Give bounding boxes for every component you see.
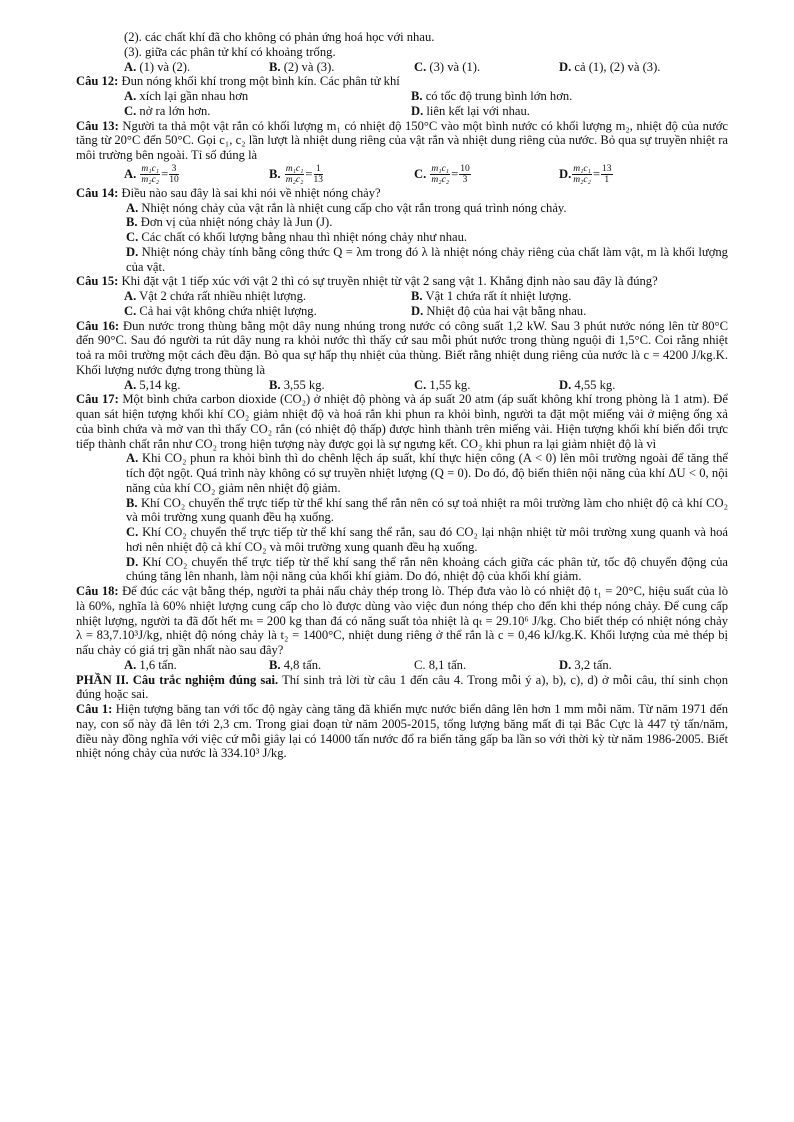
option-d[interactable]: D. Nhiệt độ của hai vật bằng nhau.	[411, 303, 587, 318]
exam-page	[76, 30, 728, 761]
option-d[interactable]: D. 3,2 tấn.	[559, 657, 612, 672]
question-15: Câu 15: Khi đặt vật 1 tiếp xúc với vật 2 thì có sự truyền nhiệt từ vật 2 sang vật 1. Khẳng định nào sau đây là đúng?	[76, 274, 658, 289]
section-2-question-1: Câu 1: Hiện tượng băng tan với tốc độ ngày càng tăng đã khiến mực nước biển dâng lên hơn 1 mm mỗi năm. Từ năm 1971 đến nay, con số này đã lên tới 2,3 cm. Trong giai đoạn từ năm 2005-2015, tổng lượng băng mất đi tại Bắc Cực là 447 tỷ tấn/năm, điều này đồng nghĩa với việc cứ mỗi giây lại có 14000 tấn nước đổ ra biển tăng gấp ba lần so với thời kỳ từ năm 1986-2005. Biết nhiệt nóng chảy của nước là 334.10³ J/kg.	[76, 702, 728, 761]
option-d[interactable]: D. Khí CO₂ chuyển thể trực tiếp từ thể khí sang thể rắn nên khoảng cách giữa các phân tử, tốc độ chuyển động của chúng tăng lên nhanh, làm nội năng của khối khí giảm. Do đó, nhiệt độ của khối khí giảm.	[126, 554, 728, 584]
option-a[interactable]: A. Vật 2 chứa rất nhiều nhiệt lượng.	[124, 289, 307, 303]
option-c[interactable]: C. Khí CO₂ chuyển thể trực tiếp từ thể khí sang thể rắn, sau đó CO₂ lại nhận nhiệt từ môi trường xung quanh và hoá hơi nên nhiệt độ cả khí CO₂ và môi trường xung quanh đều hạ xuống.	[126, 525, 728, 554]
option-d[interactable]: D. Nhiệt nóng chảy tính bằng công thức Q = λm trong đó λ là nhiệt nóng chảy riêng của chất làm vật, m là khối lượng của vật.	[126, 244, 728, 274]
question-16: Câu 16: Đun nước trong thùng bằng một dây nung nhúng trong nước có công suất 1,2 kW. Sau 3 phút nước nóng lên từ 80°C đến 90°C. Sau đó người ta rút dây nung ra khỏi nước thì thấy cứ sau mỗi phút nước trong thùng nguội đi 1,5°C. Coi rằng nhiệt toả ra môi trường một cách đều đặn. Bỏ qua sự hấp thụ nhiệt của thùng. Biết rằng nhiệt dung riêng của nước là c = 4200 J/kg.K. Khối lượng nước đựng trong thùng là	[76, 318, 728, 377]
option-b[interactable]: B. 4,8 tấn.	[269, 657, 322, 672]
c11-options	[76, 60, 728, 75]
option-b[interactable]: B. (2) và (3).	[269, 59, 335, 74]
option-c[interactable]: C. nở ra lớn hơn.	[124, 103, 211, 118]
option-b[interactable]: B. Đơn vị của nhiệt nóng chảy là Jun (J).	[126, 215, 333, 230]
option-d[interactable]: D. 4,55 kg.	[559, 377, 616, 392]
option-c[interactable]: C. Cả hai vật không chứa nhiệt lượng.	[124, 303, 317, 318]
option-b[interactable]: B. Khí CO₂ chuyển thể trực tiếp từ thể khí sang thể rắn nên có sự toả nhiệt ra môi trường làm cho nhiệt độ cả khí CO₂ và môi trường xung quanh đều hạ xuống.	[126, 495, 728, 525]
c11-item-3: (3). giữa các phân tử khí có khoảng trống.	[124, 44, 336, 59]
option-a[interactable]: A. Khi CO₂ phun ra khỏi bình thì do chênh lệch áp suất, khí thực hiện công (A < 0) lên môi trường ngoài để tăng thể tích đột ngột. Quá trình này không có sự truyền nhiệt lượng (Q = 0). Do đó, độ biến thiên nội năng của khí ΔU < 0, nội năng của khí CO₂ giảm nên nhiệt độ giảm.	[126, 451, 728, 495]
c13-options	[76, 164, 728, 185]
option-d[interactable]: D. cả (1), (2) và (3).	[559, 59, 661, 74]
option-d[interactable]: D. $\frac{\text{m₁c₁}}{\text{m₂c₂}}$ = $\frac{13}{1}$	[559, 163, 612, 185]
option-a[interactable]: A. $\frac{\text{m₁c₁}}{\text{m₂c₂}}$ = $\frac{3}{10}$	[124, 163, 179, 185]
c15-options-row1	[76, 289, 728, 304]
c15-options-row2	[76, 304, 728, 319]
option-a[interactable]: A. 5,14 kg.	[124, 377, 181, 392]
question-12: Câu 12: Đun nóng khối khí trong một bình kín. Các phân tử khí	[76, 74, 400, 89]
option-a[interactable]: A. 1,6 tấn.	[124, 657, 177, 672]
c18-options	[76, 658, 728, 673]
section-2-heading: PHẦN II. Câu trắc nghiệm đúng sai. Thí sinh trả lời từ câu 1 đến câu 4. Trong mỗi ý a), b), c), d) ở mỗi câu, thí sinh chọn đúng hoặc sai.	[76, 672, 729, 702]
c11-item-2: (2). các chất khí đã cho không có phản ứng hoá học với nhau.	[124, 30, 435, 44]
c16-options	[76, 378, 728, 393]
question-13: Câu 13: Người ta thả một vật rắn có khối lượng m₁ có nhiệt độ 150°C vào một bình nước có khối lượng m₂, nhiệt độ của nước tăng từ 20°C đến 50°C. Gọi c₁, c₂ lần lượt là nhiệt dung riêng của vật rắn và nhiệt dung riêng của nước. Bỏ qua sự truyền nhiệt ra môi trường bên ngoài. Tỉ số đúng là	[76, 118, 728, 162]
option-b[interactable]: B. 3,55 kg.	[269, 377, 325, 392]
option-c[interactable]: C. Các chất có khối lượng bằng nhau thì nhiệt nóng chảy như nhau.	[126, 230, 468, 244]
question-17: Câu 17: Một bình chứa carbon dioxide (CO₂) ở nhiệt độ phòng và áp suất 20 atm (áp suất không khí trong phòng là 1 atm). Để quan sát hiện tượng khối khí CO₂ giảm nhiệt độ và hoá rắn khi phun ra khỏi bình, người ta đặt một miếng vải ở miệng ống xả của bình chứa và mở van thì thấy CO₂ rắn (có nhiệt độ thấp) được hình thành trên miếng vải. Hiện tượng khối khí biến đổi trực tiếp thành chất rắn như CO₂ trong hiện tượng này được gọi là sự ngưng kết. CO₂ khi phun ra lại giảm nhiệt độ là vì	[76, 392, 728, 451]
option-c[interactable]: C. 1,55 kg.	[414, 377, 471, 392]
option-b[interactable]: B. $\frac{\text{m₁c₁}}{\text{m₂c₂}}$ = $\frac{1}{13}$	[269, 163, 324, 185]
question-18: Câu 18: Để đúc các vật bằng thép, người ta phải nấu chảy thép trong lò. Thép đưa vào lò có nhiệt độ t₁ = 20°C, hiệu suất của lò là 60%, nghĩa là 60% nhiệt lượng cung cấp cho lò được dùng vào việc đun nóng thép cho đến khi thép nóng chảy. Để cung cấp nhiệt lượng, người ta đã đốt hết mₜ = 200 kg than đá có năng suất tỏa nhiệt là qₜ = 29.10⁶ J/kg. Cho biết thép có nhiệt nóng chảy λ = 83,7.10³J/kg, nhiệt độ nóng chảy là t₂ = 1400°C, nhiệt dung riêng ở thể rắn là c = 0,46 kJ/kg.K. Khối lượng của mẻ thép bị nấu chảy có giá trị gần nhất nào sau đây?	[76, 584, 728, 657]
option-c[interactable]: C. $\frac{\text{m₁c₁}}{\text{m₂c₂}}$ = $\frac{10}{3}$	[414, 163, 470, 185]
option-a[interactable]: A. Nhiệt nóng chảy của vật rắn là nhiệt cung cấp cho vật rắn trong quá trình nóng chảy.	[126, 200, 567, 215]
option-b[interactable]: B. có tốc độ trung bình lớn hơn.	[411, 89, 573, 103]
option-a[interactable]: A. xích lại gần nhau hơn	[124, 89, 249, 103]
option-c[interactable]: C. 8,1 tấn.	[414, 657, 467, 672]
option-c[interactable]: C. (3) và (1).	[414, 59, 481, 74]
option-b[interactable]: B. Vật 1 chứa rất ít nhiệt lượng.	[411, 289, 572, 303]
option-a[interactable]: A. (1) và (2).	[124, 59, 191, 74]
option-d[interactable]: D. liên kết lại với nhau.	[411, 103, 530, 118]
question-14: Câu 14: Điều nào sau đây là sai khi nói về nhiệt nóng chảy?	[76, 185, 381, 200]
c12-options-row1	[76, 89, 728, 104]
c12-options-row2	[76, 104, 728, 119]
